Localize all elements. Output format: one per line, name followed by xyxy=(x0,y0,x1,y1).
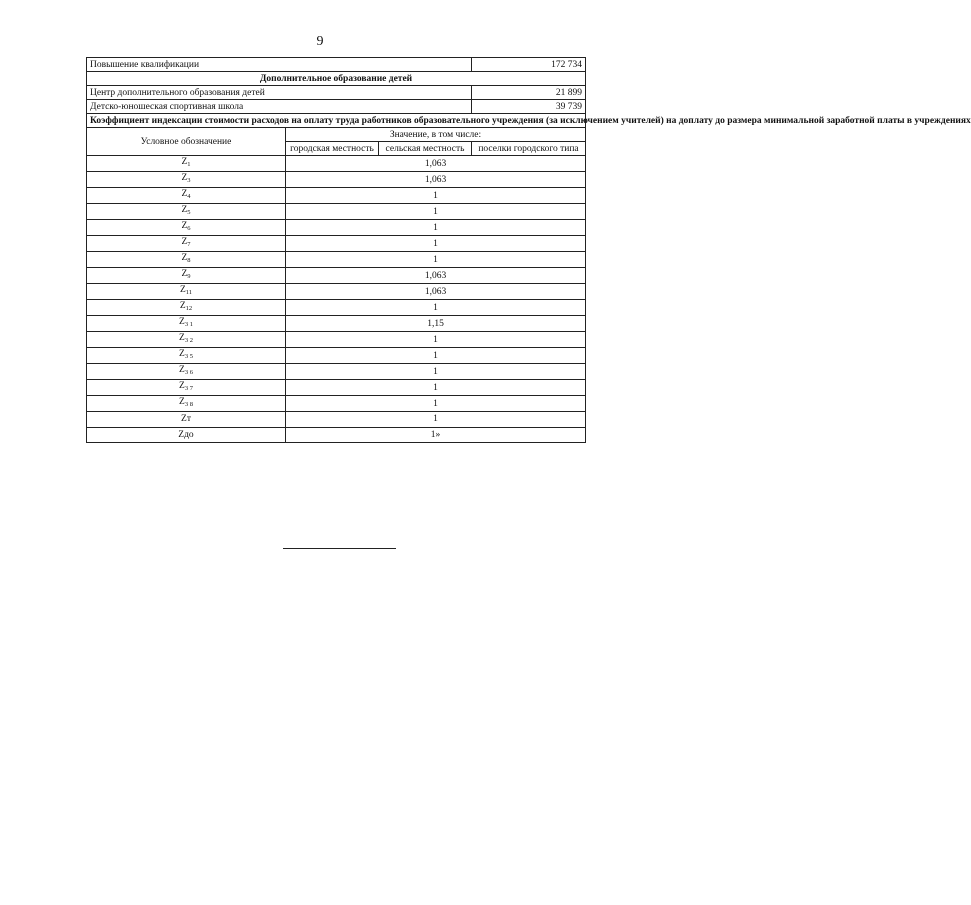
section-row xyxy=(87,72,586,86)
symbol-base: Zдо xyxy=(178,429,194,440)
symbol-base: Z xyxy=(179,349,185,359)
row-value: 21 899 xyxy=(472,86,586,100)
table-row xyxy=(87,236,586,252)
symbol-subscript: 8 xyxy=(187,257,191,264)
symbol-subscript: 3 1 xyxy=(184,321,193,328)
symbol-subscript: 1 xyxy=(187,161,191,168)
symbol-subscript: 12 xyxy=(185,305,193,312)
section-title: Дополнительное образование детей xyxy=(87,72,586,86)
coef-value: 1 xyxy=(286,236,586,252)
table-row xyxy=(87,412,586,428)
symbol-base: Z xyxy=(181,189,188,199)
budget-table xyxy=(86,57,971,443)
table-row xyxy=(87,86,586,100)
coef-symbol xyxy=(87,348,286,364)
coef-symbol xyxy=(87,268,286,284)
coef-symbol xyxy=(87,300,286,316)
symbol-base: Z xyxy=(181,253,188,263)
coef-symbol xyxy=(87,172,286,188)
coef-symbol xyxy=(87,364,286,380)
table-row xyxy=(87,396,586,412)
coef-symbol xyxy=(87,188,286,204)
coef-symbol xyxy=(87,396,286,412)
coef-value: 1,063 xyxy=(286,284,586,300)
coef-value: 1 xyxy=(286,332,586,348)
symbol-base: Z xyxy=(181,221,188,231)
coef-value: 1 xyxy=(286,220,586,236)
symbol-subscript: 3 xyxy=(187,177,191,184)
symbol-base: Z xyxy=(179,317,185,327)
coef-table-title: Коэффициент индексации стоимости расходов на оплату труда работников образовательного учреждения (за исключением учителей) на доплату до размера минимальной заработной платы в учреждениях xyxy=(87,114,586,128)
coef-symbol xyxy=(87,220,286,236)
coef-symbol xyxy=(87,427,286,443)
coef-symbol xyxy=(87,252,286,268)
table-row xyxy=(87,204,586,220)
table-row xyxy=(87,172,586,188)
table-row xyxy=(87,332,586,348)
symbol-subscript: 3 5 xyxy=(184,353,193,360)
table-row xyxy=(87,300,586,316)
page-number: 9 xyxy=(316,34,324,49)
rural-column-header: сельская местность xyxy=(379,142,472,156)
symbol-base: Z xyxy=(181,173,188,183)
symbol-column-header: Условное обозначение xyxy=(87,128,286,156)
coef-value: 1,063 xyxy=(286,268,586,284)
heading-row xyxy=(87,114,586,128)
table-row xyxy=(87,252,586,268)
coef-value: 1 xyxy=(286,300,586,316)
table-row xyxy=(87,364,586,380)
coef-value: 1 xyxy=(286,364,586,380)
coef-symbol xyxy=(87,284,286,300)
coef-symbol xyxy=(87,156,286,172)
symbol-base: Z xyxy=(179,285,186,295)
coef-value: 1,063 xyxy=(286,172,586,188)
table-row xyxy=(87,188,586,204)
row-value: 39 739 xyxy=(472,100,586,114)
coef-value: 1 xyxy=(286,252,586,268)
symbol-subscript: 3 2 xyxy=(184,337,193,344)
symbol-subscript: 4 xyxy=(187,193,191,200)
table-row xyxy=(87,268,586,284)
symbol-base: Z xyxy=(181,205,188,215)
coef-value: 1 xyxy=(286,380,586,396)
symbol-base: Z xyxy=(181,237,188,247)
table-row xyxy=(87,220,586,236)
symbol-base: Z xyxy=(179,381,185,391)
coef-table-body xyxy=(87,156,586,443)
table-row xyxy=(87,100,586,114)
coef-value: 1 xyxy=(286,188,586,204)
coef-symbol xyxy=(87,380,286,396)
value-column-header: Значение, в том числе: xyxy=(286,128,586,142)
row-value: 172 734 xyxy=(472,58,586,72)
table-row xyxy=(87,58,586,72)
table-row xyxy=(87,380,586,396)
coef-value: 1 xyxy=(286,396,586,412)
coef-value: 1» xyxy=(286,427,586,443)
symbol-base: Z xyxy=(181,157,188,167)
symbol-subscript: 3 8 xyxy=(184,401,193,408)
symbol-base: Z xyxy=(179,333,185,343)
row-label: Детско-юношеская спортивная школа xyxy=(87,100,472,114)
symbol-subscript: 11 xyxy=(185,289,193,296)
symbol-subscript: 3 6 xyxy=(184,369,193,376)
symbol-base: Z xyxy=(181,269,188,279)
symbol-subscript: 5 xyxy=(187,209,191,216)
table-row xyxy=(87,316,586,332)
symbol-subscript: 6 xyxy=(187,225,191,232)
coef-symbol xyxy=(87,204,286,220)
closing-rule xyxy=(283,548,396,549)
table-row xyxy=(87,156,586,172)
coef-symbol xyxy=(87,332,286,348)
coef-symbol xyxy=(87,236,286,252)
symbol-base: Z xyxy=(179,301,186,311)
table-row xyxy=(87,284,586,300)
coef-value: 1 xyxy=(286,412,586,428)
header-row xyxy=(87,128,586,142)
coef-value: 1,15 xyxy=(286,316,586,332)
symbol-subscript: 9 xyxy=(187,273,191,280)
urban-column-header: городская местность xyxy=(286,142,379,156)
symbol-subscript: 7 xyxy=(187,241,191,248)
settlement-column-header: поселки городского типа xyxy=(472,142,586,156)
row-label: Повышение квалификации xyxy=(87,58,472,72)
symbol-subscript: 3 7 xyxy=(184,385,193,392)
symbol-base: Z xyxy=(179,397,185,407)
row-label: Центр дополнительного образования детей xyxy=(87,86,472,100)
table-row xyxy=(87,348,586,364)
symbol-base: Z xyxy=(179,365,185,375)
coef-symbol xyxy=(87,316,286,332)
table-row xyxy=(87,427,586,443)
coef-value: 1,063 xyxy=(286,156,586,172)
coef-symbol xyxy=(87,412,286,428)
symbol-base: Zт xyxy=(181,414,191,425)
coef-value: 1 xyxy=(286,348,586,364)
coef-value: 1 xyxy=(286,204,586,220)
